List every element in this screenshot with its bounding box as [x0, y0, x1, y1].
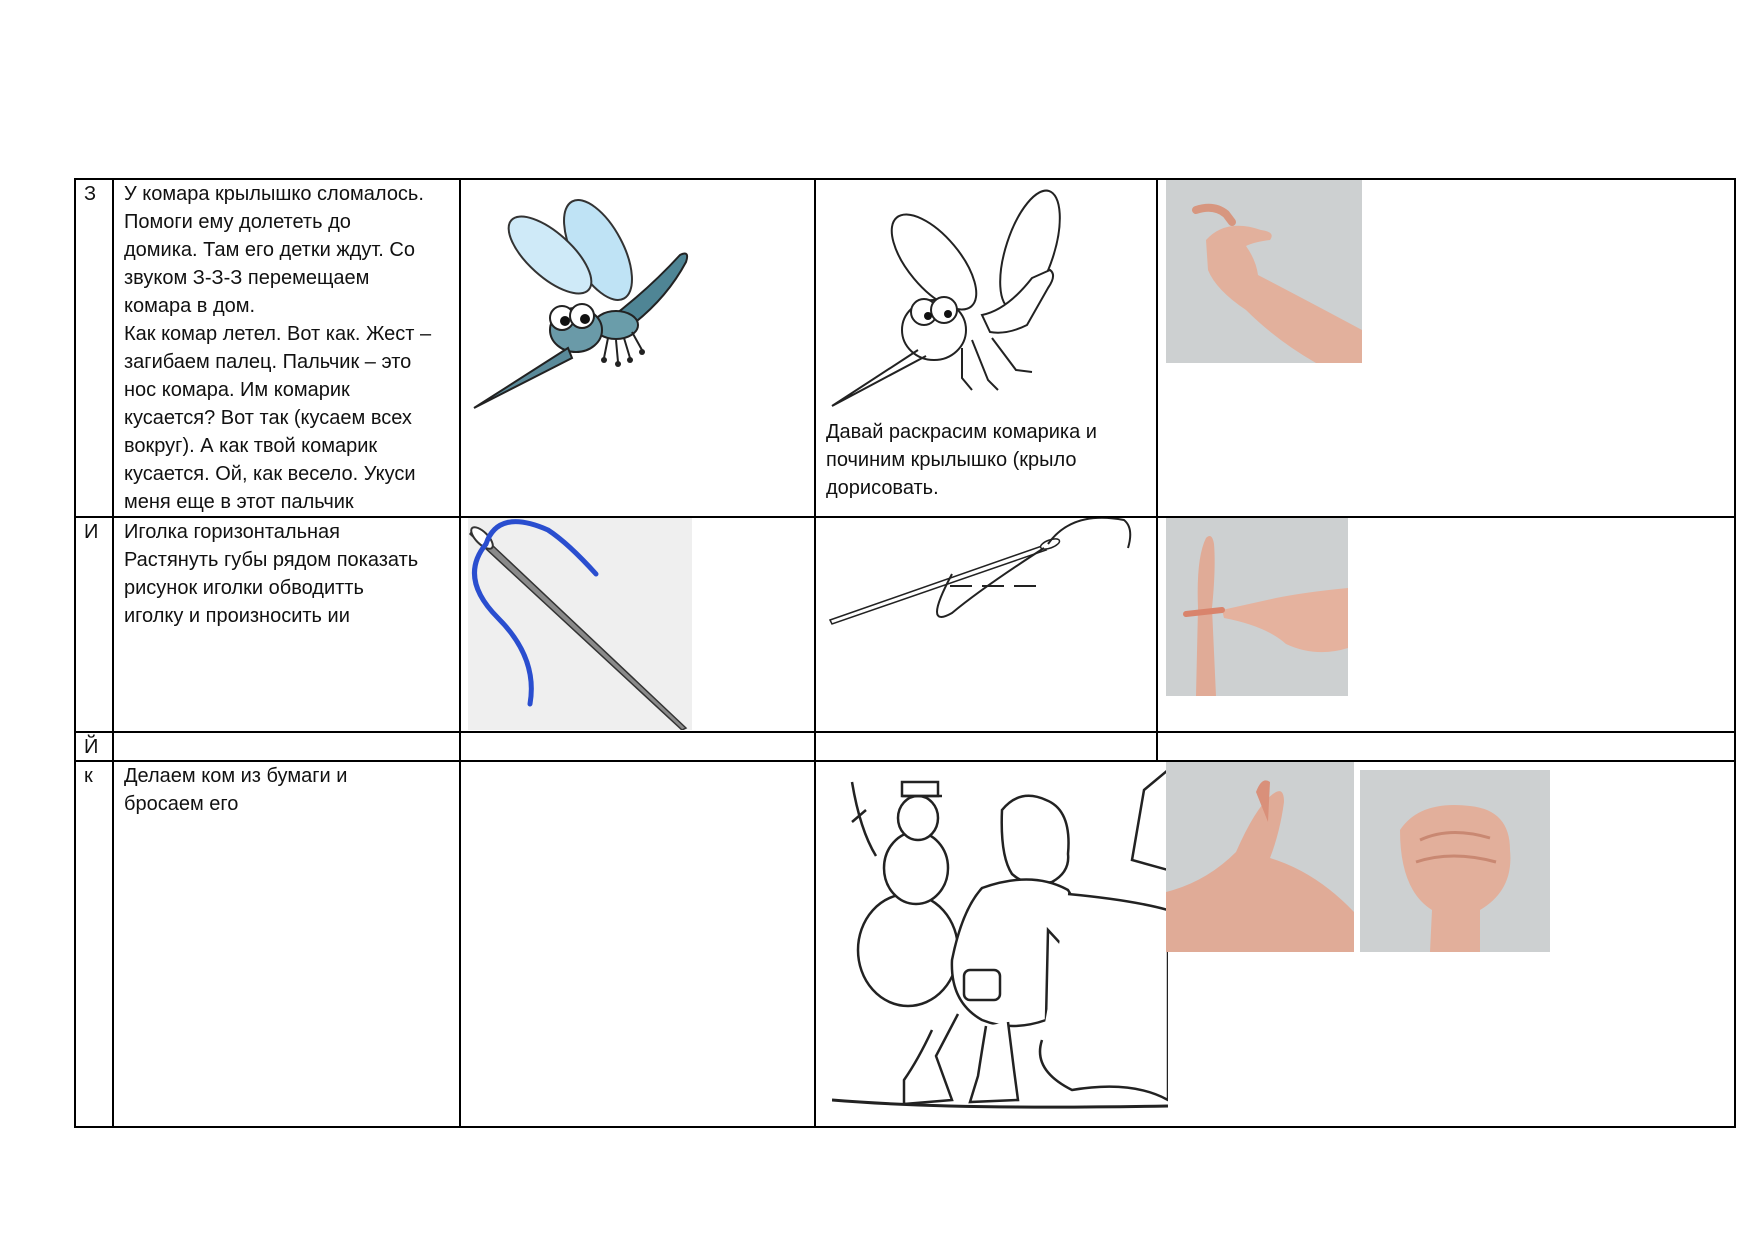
needle-outline-picture [822, 518, 1138, 630]
mosquito-caption: Давай раскрасим комарика и починим крылышко (крыло дорисовать. [826, 421, 1097, 499]
row-letter-z: З [84, 183, 97, 205]
fist-photo [1360, 770, 1550, 952]
snowman-child-coloring-picture [832, 770, 1168, 1122]
row-letter-k: к [84, 765, 93, 787]
row-instruction-z: У комара крылышко сломалось. Помоги ему долететь до домика. Там его детки ждут. Со звуком З-З-З перемещаем комара в дом. Как комар летел. Вот как. Жест – загибаем палец. Пальчик – это нос комара. Им комарик кусается? Вот так (кусаем всех вокруг). А как твой комарик кусается. Ой, как весело. Укуси меня еще в этот пальчик [124, 183, 432, 513]
mosquito-color-picture [468, 180, 732, 420]
mosquito-outline-picture [822, 180, 1092, 416]
row-letter-i: И [84, 521, 99, 543]
hand-crumple-photo [1166, 762, 1354, 952]
row-letter-y: Й [84, 736, 99, 758]
row-instruction-i: Иголка горизонтальная Растянуть губы рядом показать рисунок иголки обводитть иголку и произносить ии [124, 521, 419, 627]
row-instruction-k: Делаем ком из бумаги и бросаем его [124, 765, 348, 815]
hand-needle-gesture-photo [1166, 518, 1348, 696]
needle-thread-picture [468, 518, 692, 730]
hand-bent-finger-photo [1166, 180, 1362, 363]
